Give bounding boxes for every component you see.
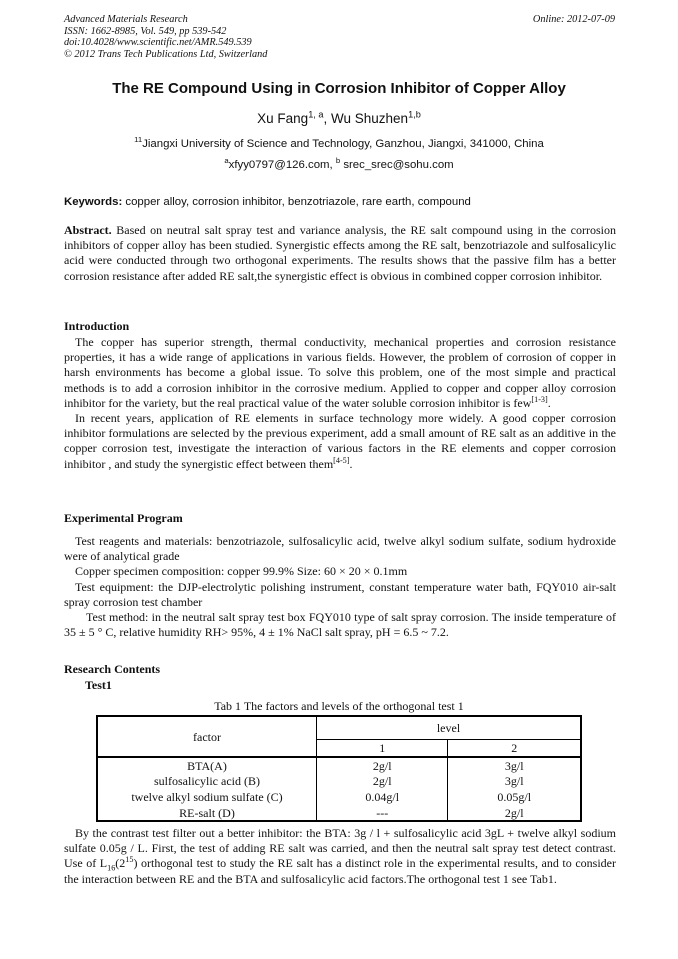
experimental-body (64, 534, 616, 640)
keywords (64, 196, 616, 208)
email-b[interactable]: srec_srec@sohu.com (340, 159, 454, 171)
exp-paragraph-specimen: Copper specimen composition: copper 99.9% Size: 60 × 20 × 0.1mm (75, 564, 408, 579)
introduction-body (64, 335, 616, 472)
table-row: BTA(A) 2g/l 3g/l (97, 757, 581, 773)
affiliation (0, 135, 678, 150)
intro-paragraph-1: The copper has superior strength, thermal conductivity, mechanical properties and corrosion resistance properties, it has a wide range of applications in various fields. However, the problem of corrosion of copper in harsh environments has become a global issue. To solve this problem, one of the most simple and practical methods is to add a corrosion inhibitor in the corrosive medium. Applied to copper and copper alloy corrosion inhibitor for the variety, but the real practical value of the water soluble corrosion inhibitor is few[1-3]. (64, 335, 616, 410)
abstract (64, 223, 616, 284)
abstract-label: Abstract. (64, 223, 112, 237)
email-b-sup: b (335, 156, 341, 166)
keywords-label: Keywords: (64, 196, 123, 208)
author-line (0, 111, 678, 126)
online-date: Online: 2012-07-09 (532, 14, 615, 25)
final-sup: 15 (125, 855, 134, 865)
email-a-sup: a (224, 156, 229, 166)
intro-ref-2: [4-5] (333, 455, 350, 465)
affiliation-sup: 11 (134, 135, 143, 145)
table-row: twelve alkyl sodium sulfate (C) 0.04g/l 0.05g/l (97, 789, 581, 805)
experimental-heading: Experimental Program (64, 511, 183, 525)
author-2-sup: 1,b (408, 109, 421, 120)
author-1: Xu Fang (257, 111, 309, 126)
paper-title: The RE Compound Using in Corrosion Inhibitor of Copper Alloy (112, 80, 566, 97)
journal-name: Advanced Materials Research (64, 14, 188, 25)
doi-line: doi:10.4028/www.scientific.net/AMR.549.539 (64, 37, 252, 48)
issn-line: ISSN: 1662-8985, Vol. 549, pp 539-542 (64, 25, 227, 37)
orthogonal-table (96, 715, 582, 822)
copyright-line: © 2012 Trans Tech Publications Ltd, Switzerland (64, 48, 268, 60)
final-paragraph: By the contrast test filter out a better inhibitor: the BTA: 3g / l + sulfosalicylic acid 3gL + twelve alkyl sodium sulfate 0.05g / L. First, the test of adding RE salt was carried, and then the neutral salt spray test detect contrast. Use of $L_{16}(2^{15})$ orthogonal test to study the RE salt has a distinct role in the experimental results, and to consider the interaction between RE and the BTA and sulfosalicylic acid factors.The orthogonal test 1 see Tab1. (64, 826, 616, 886)
keywords-text: copper alloy, corrosion inhibitor, benzotriazole, rare earth, compound (122, 196, 471, 208)
introduction-heading: Introduction (64, 319, 130, 333)
exp-paragraph-reagents: Test reagents and materials: benzotriazole, sulfosalicylic acid, twelve alkyl sodium sulfate, sodium hydroxide were of analytical grade (64, 534, 616, 564)
journal-header (64, 14, 267, 60)
final-sub: 16 (107, 863, 116, 873)
email-line (0, 156, 678, 171)
table-level-1: 1 (317, 739, 448, 757)
table-header-factor: factor (97, 716, 317, 757)
author-2: Wu Shuzhen (331, 111, 409, 126)
author-sep: , (323, 111, 332, 126)
test1-heading: Test1 (85, 678, 112, 692)
exp-paragraph-equipment: Test equipment: the DJP-electrolytic polishing instrument, constant temperature water bath, FQY010 air-salt spray corrosion test chamber (64, 579, 616, 609)
table-caption: Tab 1 The factors and levels of the orthogonal test 1 (214, 699, 464, 713)
intro-paragraph-2: In recent years, application of RE elements in surface technology more widely. A good copper corrosion inhibitor formulations are selected by the previous experiment, add a small amount of RE salt as an additive in the copper corrosion test, investigate the interaction of various factors in the RE elements and copper corrosion inhibitor , and study the synergistic effect between them[4-5]. (64, 411, 616, 471)
exp-paragraph-method: Test method: in the neutral salt spray test box FQY010 type of salt spray corrosion. The inside temperature of 35 ± 5 ° C, relative humidity RH> 95%, 4 ± 1% NaCl salt spray, pH = 6.5 ~ 7.2. (64, 610, 616, 640)
abstract-text: Based on neutral salt spray test and variance analysis, the RE salt compound using in the corrosion inhibitors of copper alloy has been studied. Synergistic effects among the RE salt, benzotriazole and sulfosalicylic acid were conducted through two orthogonal experiments. The results shows that the passive film has a better corrosion resistance after added RE salt,the synergistic effect is obvious in combined copper corrosion inhibitor. (64, 223, 616, 283)
intro-ref-1: [1-3] (531, 394, 548, 404)
table-header-level: level (317, 716, 582, 739)
research-heading: Research Contents (64, 662, 161, 676)
table-level-2: 2 (448, 739, 581, 757)
table-row: sulfosalicylic acid (B) 2g/l 3g/l (97, 773, 581, 789)
email-a[interactable]: xfyy0797@126.com, (228, 159, 336, 171)
author-1-sup: 1, a (308, 109, 324, 120)
affiliation-text: Jiangxi University of Science and Technology, Ganzhou, Jiangxi, 341000, China (142, 138, 544, 150)
table-row: RE-salt (D) --- 2g/l (97, 805, 581, 821)
